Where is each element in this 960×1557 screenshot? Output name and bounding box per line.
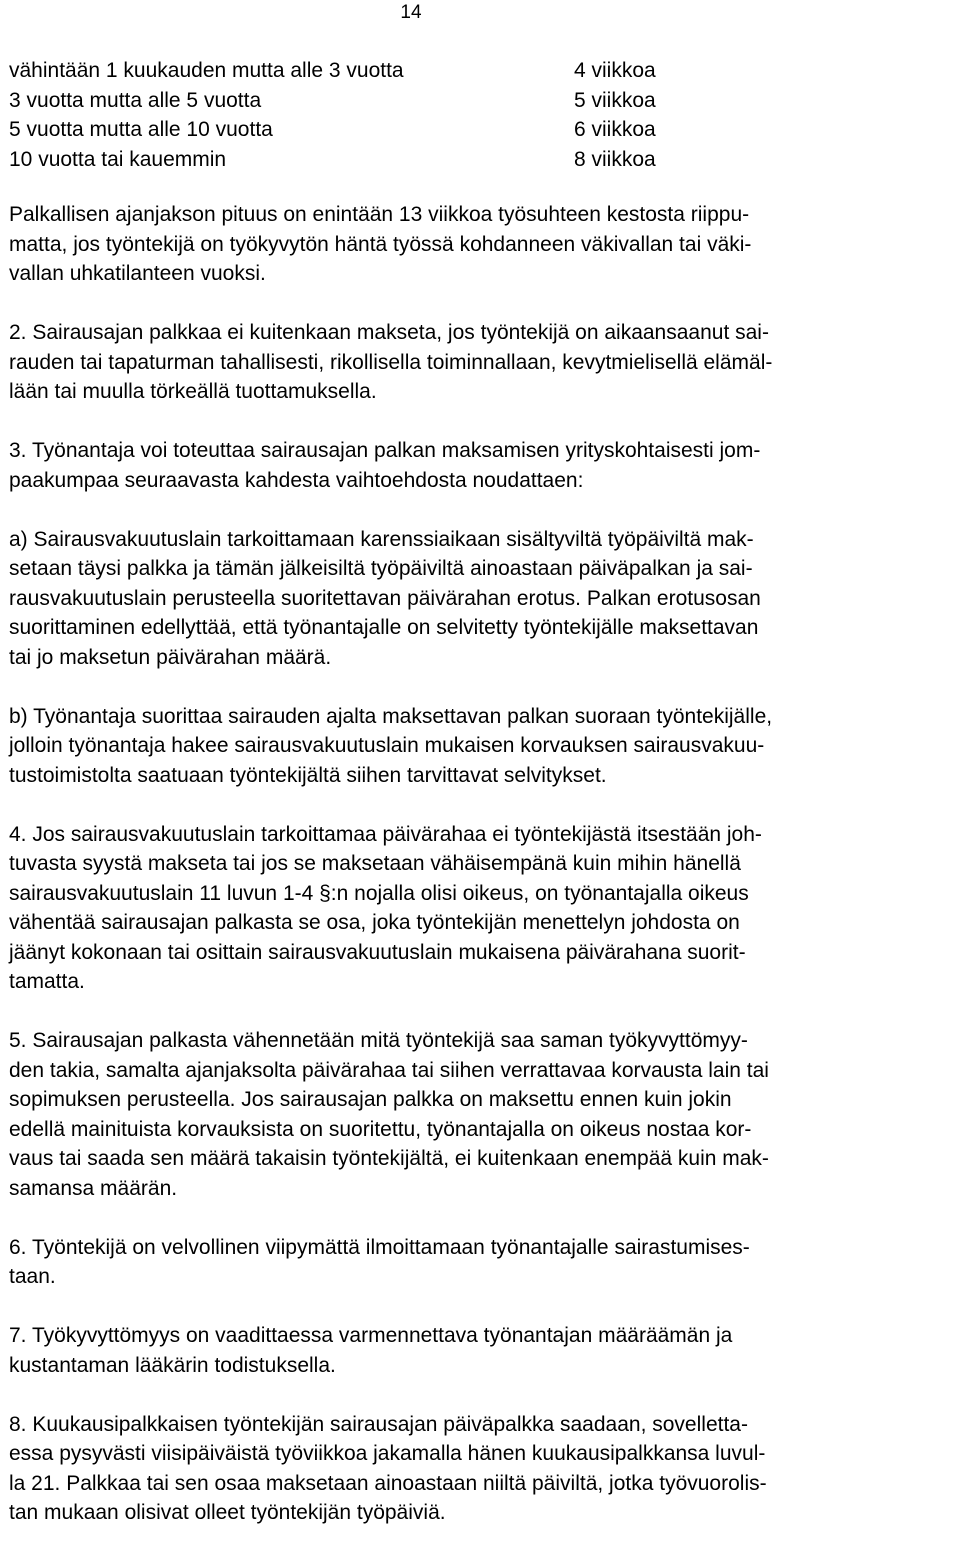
- paragraph: [9, 318, 955, 407]
- text-line: tustoimistolta saatuaan työntekijältä siihen tarvittavat selvitykset.: [9, 763, 607, 787]
- paragraph: [9, 525, 955, 673]
- employment-period: 5 vuotta mutta alle 10 vuotta: [9, 118, 273, 141]
- document-body: [9, 200, 955, 1557]
- paragraph: [9, 702, 955, 791]
- employment-period: 3 vuotta mutta alle 5 vuotta: [9, 88, 262, 112]
- paid-weeks: 6 viikkoa: [574, 118, 656, 141]
- text-line: 5. Sairausajan palkasta vähennetään mitä työntekijä saa saman työkyvyttömyy-: [9, 1029, 748, 1052]
- paragraph: [9, 1233, 955, 1292]
- text-line: lään tai muulla törkeällä tuottamuksella.: [9, 380, 377, 403]
- paid-weeks: 8 viikkoa: [574, 147, 656, 171]
- paragraph: [9, 1026, 955, 1203]
- text-line: edellä mainituista korvauksista on suoritettu, työnantajalla on oikeus nostaa kor-: [9, 1117, 752, 1141]
- text-line: essa pysyvästi viisipäiväistä työviikkoa jakamalla hänen kuukausipalkkansa luvul-: [9, 1442, 766, 1465]
- paragraph: [9, 200, 955, 289]
- paragraph: [9, 820, 955, 997]
- employment-period: vähintään 1 kuukauden mutta alle 3 vuotta: [9, 59, 404, 82]
- paid-weeks: 5 viikkoa: [574, 88, 656, 112]
- text-line: sopimuksen perusteella. Jos sairausajan palkka on maksettu ennen kuin jokin: [9, 1088, 732, 1111]
- notice-duration-table: [9, 56, 949, 174]
- paid-weeks: 4 viikkoa: [574, 59, 656, 82]
- text-line: suorittaminen edellyttää, että työnantajalle on selvitetty työntekijälle maksettavan: [9, 616, 759, 639]
- text-line: paakumpaa seuraavasta kahdesta vaihtoehdosta noudattaen:: [9, 468, 584, 492]
- table-row: [9, 145, 949, 175]
- text-line: sairausvakuutuslain 11 luvun 1-4 §:n nojalla olisi oikeus, on työnantajalla oikeus: [9, 881, 749, 905]
- text-line: b) Työnantaja suorittaa sairauden ajalta maksettavan palkan suoraan työntekijälle,: [9, 704, 773, 728]
- table-row: [9, 86, 949, 116]
- table-row: [9, 56, 949, 86]
- page-number: 14: [400, 2, 422, 23]
- text-line: rauden tai tapaturman tahallisesti, rikollisella toiminnallaan, kevytmielisellä elämäl-: [9, 350, 773, 374]
- text-line: jäänyt kokonaan tai osittain sairausvakuutuslain mukaisena päivärahana suorit-: [9, 940, 746, 964]
- text-line: 3. Työnantaja voi toteuttaa sairausajan palkan maksamisen yrityskohtaisesti jom-: [9, 439, 761, 462]
- text-line: taan.: [9, 1265, 56, 1288]
- text-line: matta, jos työntekijä on työkyvytön häntä työssä kohdanneen väkivallan tai väki-: [9, 232, 752, 256]
- text-line: 7. Työkyvyttömyys on vaadittaessa varmennettava työnantajan määräämän ja: [9, 1324, 733, 1347]
- text-line: rausvakuutuslain perusteella suoritettavan päivärahan erotus. Palkan erotusosan: [9, 586, 761, 610]
- text-line: samansa määrän.: [9, 1176, 178, 1200]
- text-line: 2. Sairausajan palkkaa ei kuitenkaan makseta, jos työntekijä on aikaansaanut sai-: [9, 321, 769, 344]
- text-line: kustantaman lääkärin todistuksella.: [9, 1353, 336, 1377]
- text-line: tamatta.: [9, 970, 85, 993]
- text-line: vallan uhkatilanteen vuoksi.: [9, 262, 266, 285]
- paragraph: [9, 1410, 955, 1528]
- employment-period: 10 vuotta tai kauemmin: [9, 147, 227, 171]
- text-line: den takia, samalta ajanjaksolta päivärahaa tai siihen verrattavaa korvausta lain tai: [9, 1058, 769, 1082]
- text-line: 8. Kuukausipalkkaisen työntekijän sairausajan päiväpalkka saadaan, sovelletta-: [9, 1412, 748, 1436]
- text-line: Palkallisen ajanjakson pituus on enintään 13 viikkoa työsuhteen kestosta riippu-: [9, 203, 750, 226]
- text-line: jolloin työnantaja hakee sairausvakuutuslain mukaisen korvauksen sairausvakuu-: [9, 734, 765, 757]
- table-row: [9, 115, 949, 145]
- text-line: tan mukaan olisivat olleet työntekijän työpäiviä.: [9, 1501, 446, 1524]
- text-line: tuvasta syystä makseta tai jos se maksetaan vähäisempänä kuin mihin hänellä: [9, 852, 741, 875]
- text-line: 4. Jos sairausvakuutuslain tarkoittamaa päivärahaa ei työntekijästä itsestään joh-: [9, 822, 762, 846]
- paragraph: [9, 436, 955, 495]
- text-line: la 21. Palkkaa tai sen osaa maksetaan ainoastaan niiltä päiviltä, jotka työvuorolis-: [9, 1471, 767, 1495]
- text-line: tai jo maksetun päivärahan määrä.: [9, 645, 332, 669]
- paragraph: [9, 1321, 955, 1380]
- text-line: setaan täysi palkka ja tämän jälkeisiltä työpäiviltä ainoastaan päiväpalkan ja sai-: [9, 557, 753, 580]
- text-line: vähentää sairausajan palkasta se osa, joka työntekijän menettelyn johdosta on: [9, 911, 740, 934]
- text-line: 6. Työntekijä on velvollinen viipymättä ilmoittamaan työnantajalle sairastumises-: [9, 1235, 750, 1259]
- text-line: vaus tai saada sen määrä takaisin työntekijältä, ei kuitenkaan enempää kuin mak-: [9, 1147, 769, 1170]
- text-line: a) Sairausvakuutuslain tarkoittamaan karenssiaikaan sisältyviltä työpäiviltä mak-: [9, 527, 754, 551]
